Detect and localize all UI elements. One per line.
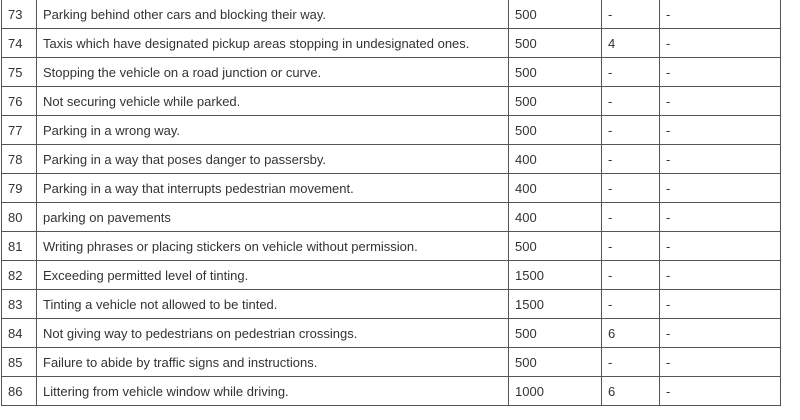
black-points: - [602,145,660,174]
row-number: 78 [2,145,37,174]
black-points: - [602,174,660,203]
fine-amount: 1500 [509,261,602,290]
extra-penalty: - [660,116,781,145]
offence-description: Writing phrases or placing stickers on vehicle without permission. [37,232,509,261]
violations-table [1,0,781,406]
row-number: 76 [2,87,37,116]
black-points: - [602,58,660,87]
extra-penalty: - [660,174,781,203]
table-row [2,232,781,261]
row-number: 85 [2,348,37,377]
offence-description: Parking in a way that interrupts pedestrian movement. [37,174,509,203]
table-row [2,377,781,406]
table-row [2,87,781,116]
fine-amount: 500 [509,0,602,29]
extra-penalty: - [660,0,781,29]
offence-description: parking on pavements [37,203,509,232]
row-number: 83 [2,290,37,319]
offence-description: Failure to abide by traffic signs and instructions. [37,348,509,377]
row-number: 84 [2,319,37,348]
row-number: 81 [2,232,37,261]
fine-amount: 400 [509,145,602,174]
row-number: 86 [2,377,37,406]
violations-table-body [2,0,781,406]
extra-penalty: - [660,290,781,319]
table-row [2,348,781,377]
offence-description: Exceeding permitted level of tinting. [37,261,509,290]
table-row [2,203,781,232]
row-number: 74 [2,29,37,58]
black-points: - [602,348,660,377]
black-points: 6 [602,377,660,406]
row-number: 80 [2,203,37,232]
table-row [2,261,781,290]
row-number: 82 [2,261,37,290]
black-points: - [602,116,660,145]
table-row [2,145,781,174]
table-row [2,0,781,29]
black-points: - [602,87,660,116]
extra-penalty: - [660,145,781,174]
offence-description: Parking in a wrong way. [37,116,509,145]
row-number: 77 [2,116,37,145]
offence-description: Parking behind other cars and blocking their way. [37,0,509,29]
black-points: - [602,203,660,232]
black-points: 4 [602,29,660,58]
offence-description: Taxis which have designated pickup areas stopping in undesignated ones. [37,29,509,58]
fine-amount: 500 [509,232,602,261]
extra-penalty: - [660,58,781,87]
extra-penalty: - [660,348,781,377]
offence-description: Stopping the vehicle on a road junction or curve. [37,58,509,87]
extra-penalty: - [660,232,781,261]
black-points: - [602,290,660,319]
offence-description: Littering from vehicle window while driving. [37,377,509,406]
black-points: - [602,261,660,290]
extra-penalty: - [660,261,781,290]
table-row [2,290,781,319]
black-points: 6 [602,319,660,348]
fine-amount: 500 [509,319,602,348]
fine-amount: 500 [509,348,602,377]
fine-amount: 400 [509,174,602,203]
row-number: 75 [2,58,37,87]
offence-description: Not giving way to pedestrians on pedestrian crossings. [37,319,509,348]
fine-amount: 400 [509,203,602,232]
table-row [2,116,781,145]
row-number: 73 [2,0,37,29]
fine-amount: 500 [509,58,602,87]
table-row [2,174,781,203]
table-row [2,58,781,87]
offence-description: Parking in a way that poses danger to passersby. [37,145,509,174]
black-points: - [602,232,660,261]
black-points: - [602,0,660,29]
row-number: 79 [2,174,37,203]
offence-description: Not securing vehicle while parked. [37,87,509,116]
fine-amount: 1500 [509,290,602,319]
extra-penalty: - [660,319,781,348]
extra-penalty: - [660,87,781,116]
offence-description: Tinting a vehicle not allowed to be tinted. [37,290,509,319]
fine-amount: 500 [509,29,602,58]
extra-penalty: - [660,203,781,232]
fine-amount: 1000 [509,377,602,406]
extra-penalty: - [660,377,781,406]
table-row [2,319,781,348]
fine-amount: 500 [509,87,602,116]
table-row [2,29,781,58]
fine-amount: 500 [509,116,602,145]
extra-penalty: - [660,29,781,58]
